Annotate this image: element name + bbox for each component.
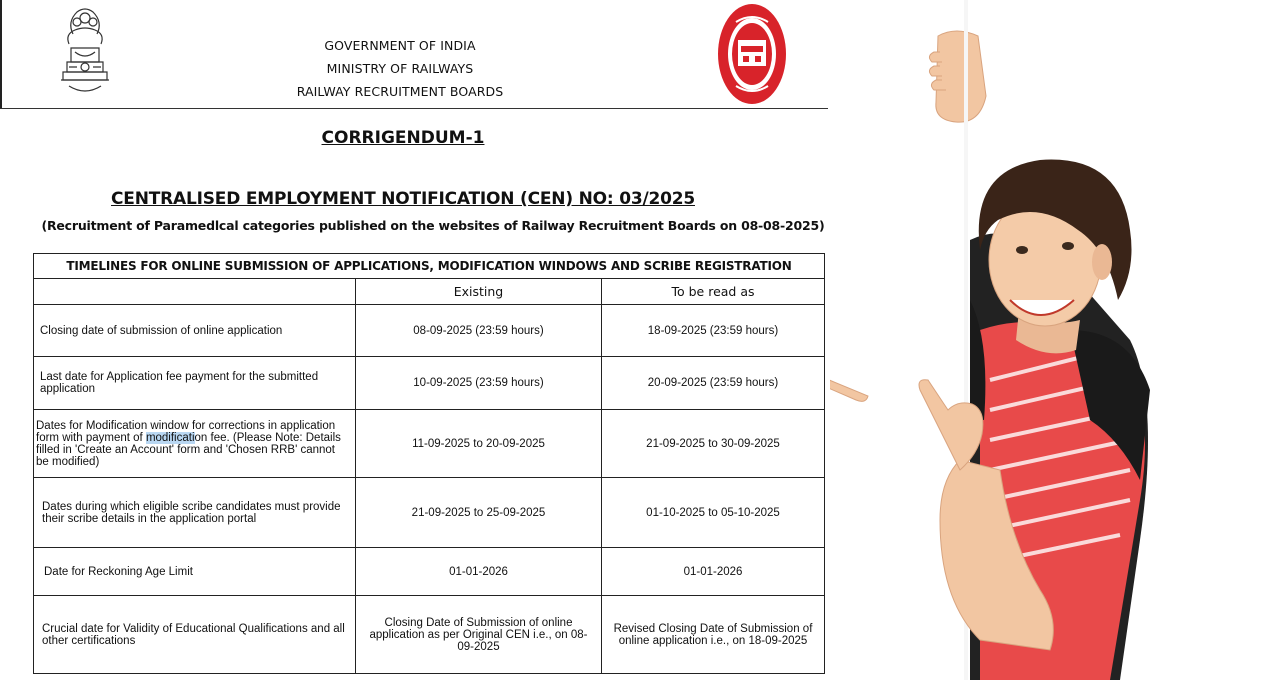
existing-value: 10-09-2025 (23:59 hours): [356, 357, 602, 410]
existing-value: 21-09-2025 to 25-09-2025: [356, 478, 602, 548]
table-row: [34, 596, 825, 674]
indian-railways-logo-icon: [716, 2, 788, 106]
row-label: [34, 410, 356, 478]
existing-value: 11-09-2025 to 20-09-2025: [356, 410, 602, 478]
timelines-table: [33, 253, 825, 674]
header-blank-cell: [34, 279, 356, 305]
header-divider: [0, 108, 828, 109]
revised-value: 20-09-2025 (23:59 hours): [602, 357, 825, 410]
highlighted-text: modificati: [145, 431, 195, 444]
revised-value: 18-09-2025 (23:59 hours): [602, 305, 825, 357]
row-label: Closing date of submission of online application: [34, 305, 356, 357]
column-header-existing: Existing: [356, 279, 602, 305]
header-line-government: GOVERNMENT OF INDIA: [324, 38, 476, 53]
notification-title: CENTRALISED EMPLOYMENT NOTIFICATION (CEN) NO: 03/2025: [111, 189, 695, 209]
government-header: [280, 34, 520, 103]
national-emblem-icon: [55, 4, 115, 102]
corrigendum-title: CORRIGENDUM-1: [321, 128, 485, 148]
row-label: Last date for Application fee payment for the submitted application: [34, 357, 356, 410]
existing-value: 08-09-2025 (23:59 hours): [356, 305, 602, 357]
row-label-part: on fee. (Please Note: Details filled in 'Create an Account' form and 'Chosen RRB' cannot be modified): [36, 431, 341, 468]
revised-value: 01-10-2025 to 05-10-2025: [602, 478, 825, 548]
existing-value: 01-01-2026: [356, 548, 602, 596]
revised-value: 21-09-2025 to 30-09-2025: [602, 410, 825, 478]
notification-subtitle: (Recruitment of Paramedlcal categories published on the websites of Railway Recruitment Boards on 08-08-2025): [41, 218, 825, 233]
existing-value: Closing Date of Submission of online application as per Original CEN i.e., on 08-09-2025: [356, 596, 602, 674]
row-label: Crucial date for Validity of Educational Qualifications and all other certifications: [34, 596, 356, 674]
revised-value: 01-01-2026: [602, 548, 825, 596]
table-row: [34, 305, 825, 357]
row-label: Date for Reckoning Age Limit: [34, 548, 356, 596]
table-caption: TIMELINES FOR ONLINE SUBMISSION OF APPLICATIONS, MODIFICATION WINDOWS AND SCRIBE REGISTRATION: [34, 254, 825, 279]
table-row: [34, 548, 825, 596]
header-line-ministry: MINISTRY OF RAILWAYS: [326, 61, 474, 76]
header-line-boards: RAILWAY RECRUITMENT BOARDS: [296, 84, 504, 99]
row-label-part: Dates for Modification window for corrections in application form with payment of: [36, 419, 336, 444]
table-row: [34, 478, 825, 548]
column-header-revised: To be read as: [602, 279, 825, 305]
table-row: [34, 357, 825, 410]
pointing-student-icon: [830, 0, 1280, 680]
left-border: [0, 0, 2, 108]
revised-value: Revised Closing Date of Submission of online application i.e., on 18-09-2025: [602, 596, 825, 674]
row-label: Dates during which eligible scribe candidates must provide their scribe details in the application portal: [34, 478, 356, 548]
table-row: [34, 410, 825, 478]
